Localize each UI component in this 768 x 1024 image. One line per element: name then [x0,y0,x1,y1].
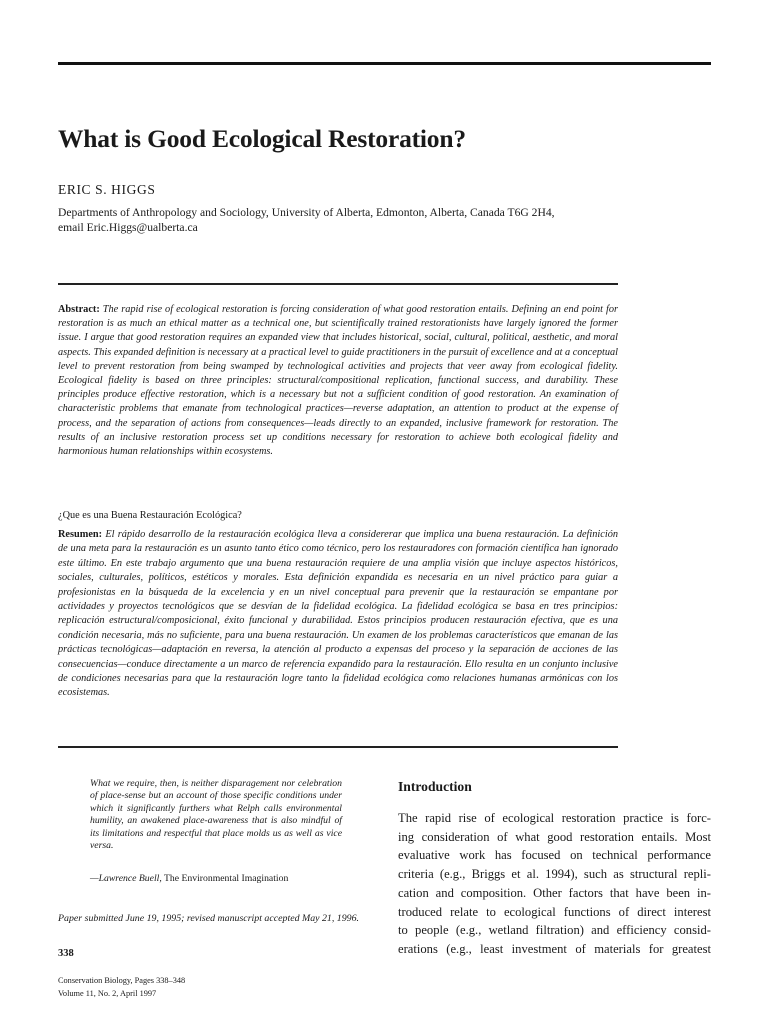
intro-line: erations (e.g., least investment of materials for greatest [398,941,711,956]
journal-citation [58,975,185,1000]
author-affiliation [58,205,618,235]
attribution-author: —Lawrence Buell, [90,873,162,884]
top-rule [58,62,711,65]
journal-line-1: Conservation Biology, Pages 338–348 [58,976,186,985]
abstract-block [58,303,618,459]
intro-line: to people (e.g., wetland filtration) and efficiency consid- [398,923,711,938]
epigraph-quote: What we require, then, is neither disparagement nor celebration of place-sense but an account of those specific conditions under which it significantly furthers what Relph calls environmental humility, an awakened place-awareness that is also mindful of its limitations and respectful that place molds us as well as vice versa. [90,778,342,852]
resumen-block [58,528,618,701]
introduction-heading: Introduction [398,779,472,794]
intro-line: troduced relate to ecological functions of direct interest [398,904,711,919]
submission-note: Paper submitted June 19, 1995; revised manuscript accepted May 21, 1996. [58,913,360,924]
article-title: What is Good Ecological Restoration? [58,124,466,153]
resumen-label: Resumen: [58,529,103,540]
abstract-bottom-rule [58,746,618,748]
intro-line: evaluative work has focused on technical performance [398,848,711,863]
abstract-top-rule [58,283,618,285]
intro-line: criteria (e.g., Briggs et al. 1994), such as structural repli- [398,867,711,882]
page-number: 338 [58,948,74,959]
intro-line: The rapid rise of ecological restoration practice is forc- [398,811,711,825]
intro-line: cation and composition. Other factors that have been in- [398,885,711,900]
intro-line: ing consideration of what good restoration entails. Most [398,829,711,844]
affiliation-line-1: Departments of Anthropology and Sociology, University of Alberta, Edmonton, Alberta, Canada T6G 2H4, [58,206,555,219]
affiliation-line-2: email Eric.Higgs@ualberta.ca [58,221,198,234]
epigraph-attribution [90,873,288,884]
abstract-label: Abstract: [58,304,100,315]
journal-line-2: Volume 11, No. 2, April 1997 [58,988,157,998]
abstract-text: The rapid rise of ecological restoration is forcing consideration of what good restoration entails. Defining an end point for restoration is as much an ethical matter as a technical one, but scientifically trained restorationists have largely ignored the former issue. I argue that good restoration requires an expanded view that includes historical, social, cultural, political, aesthetic, and moral aspects. This expanded definition is necessary at a practical level to guide practitioners in the pursuit of excellence and at a conceptual level to prevent restoration from being swamped by technological activities and projects that veer away from ecological fidelity. Ecological fidelity is based on three principles: structural/compositional replication, functional success, and durability. These principles produce effective restoration, which is a necessary but not a sufficient condition of good restoration. An examination of characteristic problems that emanate from technological practices—reverse adaptation, an attention to product at the expense of process, and the separation of actions from consequences—leads directly to an expanded, inclusive framework for restoration. The results of an inclusive restoration process set up conditions necessary for restoration to achieve both ecological fidelity and harmonious human relationships within ecosystems. [58,304,618,458]
attribution-work: The Environmental Imagination [164,873,289,884]
author-name: ERIC S. HIGGS [58,182,156,197]
spanish-title: ¿Que es una Buena Restauración Ecológica? [58,510,242,521]
resumen-text: El rápido desarrollo de la restauración ecológica lleva a considererar que implica una buena restauración. La definición de una meta para la restauración es un asunto tanto ético como técnico, pero los restauradores con formación científica han ignorado este último. En este trabajo argumento que una buena restauración requiere de una amplia visión que incluye aspectos históricos, sociales, culturales, políticos, estéticos y morales. Esta definición expandida es necesaria en un nivel práctico para guiar a profesionistas en la búsqueda de la excelencia y en un nivel conceptual para prevenir que la restauración se empantane por actividades y proyectos tecnológicos que se desvían de la fidelidad ecológica. La fidelidad ecológica se basa en tres principios: replicación estructural/composicional, éxito funcional y durabilidad. Estos principios producen restauración efectiva, que es una condición necesaria, más no suficiente, para una buena restauración. Un examen de los problemas característicos que emanan de las prácticas tecnológicas—adaptación en reversa, la atención al producto a expensas del proceso y la separación de acciones de las consecuencias—conduce directamente a un marco de referencia expandido para la restauración. Ello resulta en un conjunto inclusive de condiciones necesarias para que la restauración logre tanto la fidelidad ecológica como relaciones humanas armónicas con los ecosistemas. [58,529,619,699]
introduction-body [398,809,711,959]
